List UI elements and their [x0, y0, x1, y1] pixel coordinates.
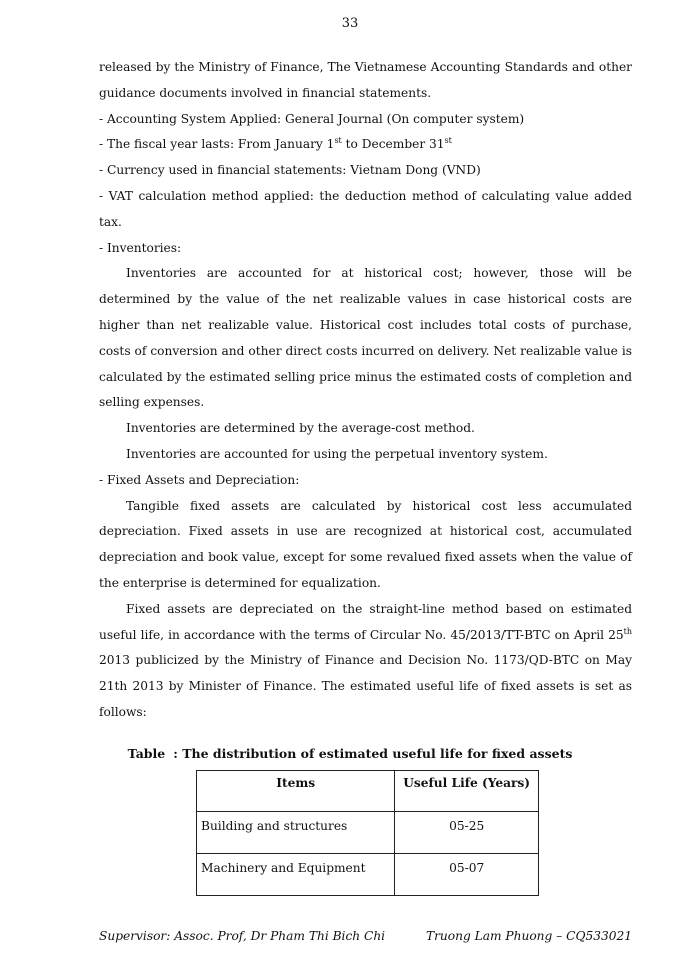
paragraph: Fixed assets are depreciated on the straight-line method based on estimated useful life, in accordance with the terms of Circular No. 45/2013/TT-BTC on April 25th 2013 publicized by the Ministry of Finance and Decision No. 1173/QD-BTC on May 21th 2013 by Minister of Finance. The estimated useful life of fixed assets is set as follows: [99, 601, 632, 719]
body-text [99, 55, 632, 726]
table-cell-life: 05-25 [395, 812, 539, 854]
footer-author: Truong Lam Phuong – CQ533021 [425, 929, 632, 943]
paragraph: Inventories are accounted for at historical cost; however, those will be determined by the value of the net realizable values in case historical costs are higher than net realizable value. Historical cost includes total costs of purchase, costs of conversion and other direct costs incurred on delivery. Net realizable value is calculated by the estimated selling price minus the estimated costs of completion and selling expenses. [99, 266, 632, 410]
paragraph: released by the Ministry of Finance, The Vietnamese Accounting Standards and other guidance documents involved in financial statements. [99, 60, 632, 100]
list-item: - The fiscal year lasts: From January 1st to December 31st [99, 136, 452, 152]
table-row [197, 812, 539, 854]
paragraph: Inventories are determined by the average-cost method. [126, 421, 475, 436]
paragraph: Inventories are accounted for using the perpetual inventory system. [126, 446, 548, 461]
page-number: 33 [341, 16, 359, 31]
list-item: - Accounting System Applied: General Journal (On computer system) [99, 111, 525, 126]
table-cell-item: Building and structures [197, 812, 395, 854]
column-header-useful-life: Useful Life (Years) [395, 771, 539, 812]
table-cell-life: 05-07 [395, 854, 539, 896]
paragraph: Tangible fixed assets are calculated by historical cost less accumulated depreciation. Fixed assets in use are recognized at historical cost, accumulated depreciation and book value, except for some revalued fixed assets when the value of the enterprise is determined for equalization. [99, 498, 632, 590]
table-header-row [197, 771, 539, 812]
table-caption: Table : The distribution of estimated useful life for fixed assets [127, 746, 573, 761]
page-footer [99, 929, 632, 943]
useful-life-table [196, 770, 539, 896]
table-cell-item: Machinery and Equipment [197, 854, 395, 896]
column-header-items: Items [197, 771, 395, 812]
section-heading: - Fixed Assets and Depreciation: [99, 472, 300, 487]
list-item: - VAT calculation method applied: the deduction method of calculating value added tax. [99, 188, 632, 229]
footer-supervisor: Supervisor: Assoc. Prof, Dr Pham Thi Bich Chi [99, 929, 386, 943]
table-row [197, 854, 539, 896]
section-heading: - Inventories: [99, 240, 182, 255]
list-item: - Currency used in financial statements: Vietnam Dong (VND) [99, 163, 481, 178]
